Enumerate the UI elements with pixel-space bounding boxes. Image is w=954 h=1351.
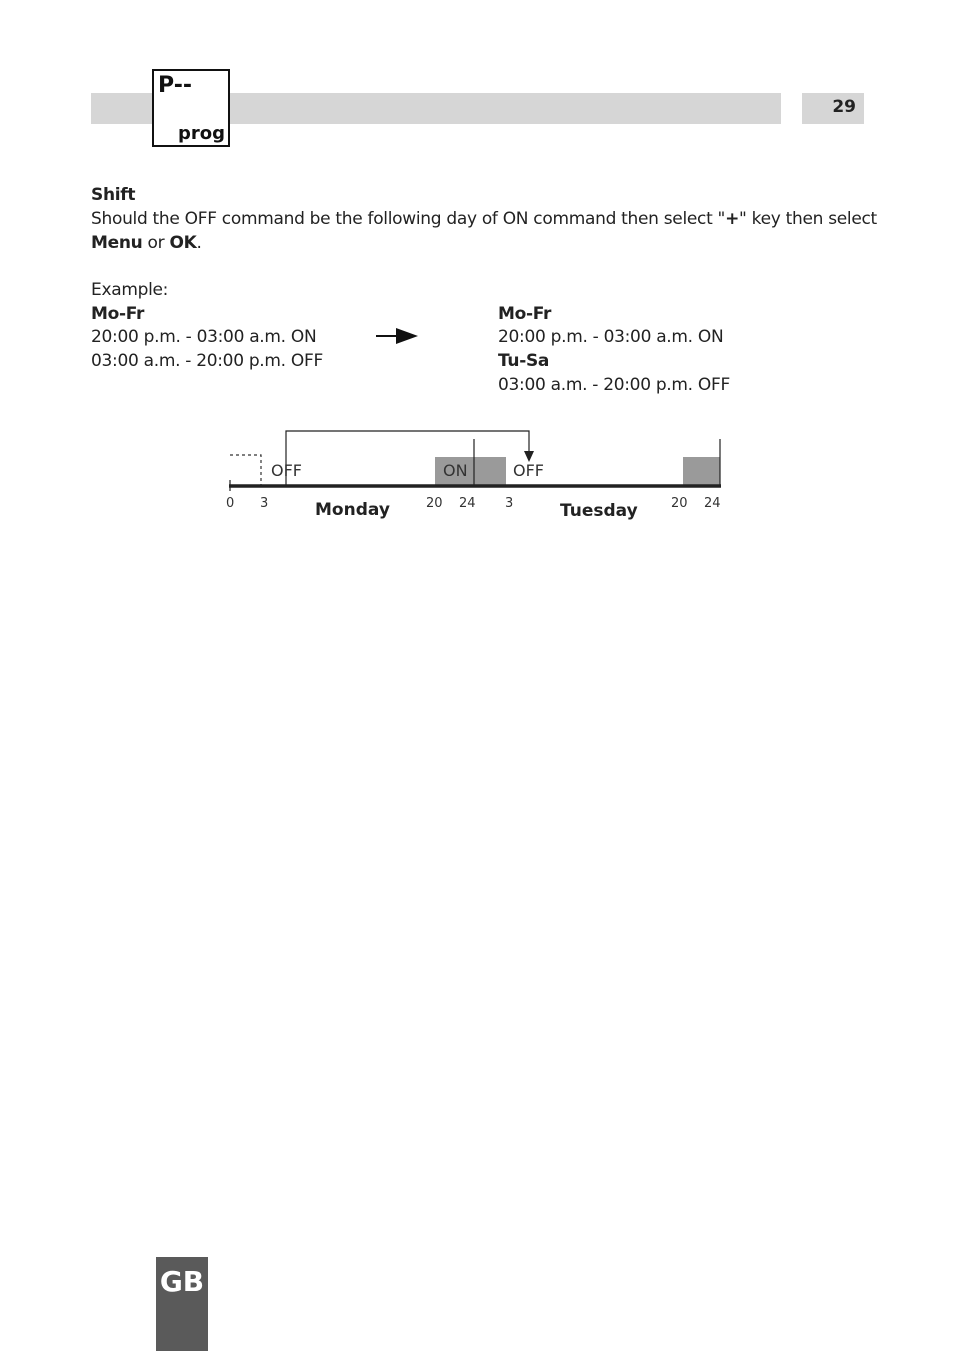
shift-timeline-diagram [215, 425, 735, 525]
before-days: Mo-Fr [91, 304, 145, 324]
state-on: ON [443, 461, 468, 480]
hour-20: 20 [426, 496, 443, 511]
day-tuesday: Tuesday [560, 501, 638, 521]
plus-key: + [725, 209, 740, 229]
dashed-off-marker [230, 455, 261, 485]
menu-key: Menu [91, 233, 143, 253]
section-body-line2 [91, 231, 202, 255]
example-label: Example: [91, 280, 169, 300]
hour-3-tue: 3 [505, 496, 514, 511]
day-monday: Monday [315, 500, 390, 520]
section-body-line1 [91, 207, 877, 231]
hour-24: 24 [459, 496, 476, 511]
hour-20-tue: 20 [671, 496, 688, 511]
body-text-1: Should the OFF command be the following day of ON command then select " [91, 209, 726, 229]
hour-0: 0 [226, 496, 235, 511]
page-number-box [802, 93, 864, 124]
on-block-2 [683, 457, 720, 486]
after-days1: Mo-Fr [498, 304, 552, 324]
language-tab [156, 1257, 208, 1351]
right-arrow-icon [376, 326, 420, 346]
before-line1: 20:00 p.m. - 03:00 a.m. ON [91, 327, 317, 347]
after-line2: 03:00 a.m. - 20:00 p.m. OFF [498, 375, 730, 395]
state-off-1: OFF [271, 461, 302, 480]
page-number: 29 [832, 97, 856, 117]
hour-24-tue: 24 [704, 496, 721, 511]
after-days2: Tu-Sa [498, 351, 550, 371]
period-text: . [196, 233, 202, 253]
hour-3: 3 [260, 496, 269, 511]
section-title: Shift [91, 185, 136, 205]
ok-key: OK [169, 233, 197, 253]
or-text: or [142, 233, 170, 253]
program-word: prog [177, 123, 225, 144]
before-line2: 03:00 a.m. - 20:00 p.m. OFF [91, 351, 323, 371]
program-mode-icon [152, 69, 230, 147]
state-off-2: OFF [513, 461, 544, 480]
program-code: P-- [158, 73, 192, 98]
body-text-2: " key then select [739, 209, 877, 229]
language-code: GB [159, 1265, 205, 1298]
after-line1: 20:00 p.m. - 03:00 a.m. ON [498, 327, 724, 347]
